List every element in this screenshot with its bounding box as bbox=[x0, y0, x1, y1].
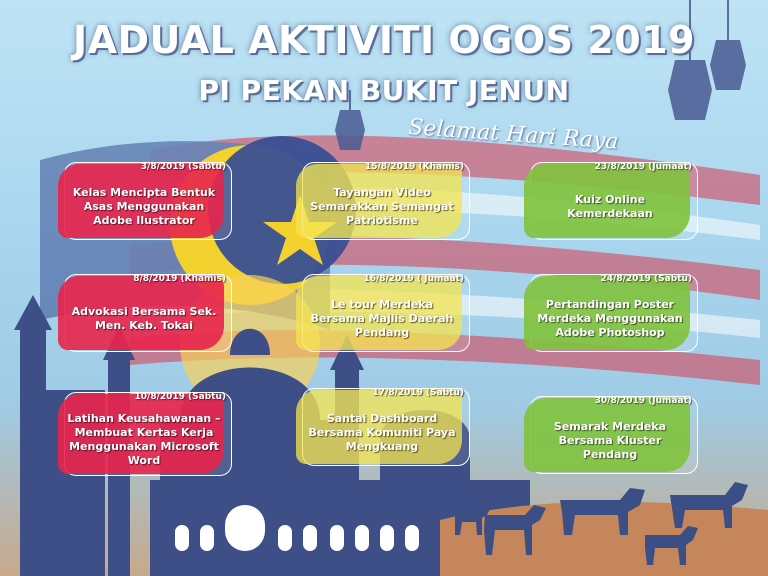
activity-title: Semarak Merdeka Bersama Kluster Pendang bbox=[553, 419, 667, 461]
activity-date: 24/8/2019 (Sabtu) bbox=[600, 274, 692, 284]
activity-date: 30/8/2019 (Jumaat) bbox=[594, 396, 692, 406]
activity-card bbox=[296, 384, 468, 466]
activity-card bbox=[524, 392, 696, 474]
activity-card bbox=[58, 388, 230, 476]
activity-title: Le tour Merdeka Bersama Majlis Daerah Pendang bbox=[310, 297, 454, 339]
activity-card bbox=[296, 270, 468, 352]
activity-title: Santai Dashboard Bersama Komuniti Paya Mengkuang bbox=[308, 411, 456, 453]
activity-date: 23/8/2019 (Jumaat) bbox=[594, 162, 692, 172]
activity-date: 17/8/2019 (Sabtu) bbox=[372, 388, 464, 398]
activity-card bbox=[296, 158, 468, 240]
activity-card bbox=[58, 270, 230, 352]
activity-title: Latihan Keusahawanan – Membuat Kertas Kerja Menggunakan Microsoft Word bbox=[67, 411, 221, 467]
page-title: JADUAL AKTIVITI OGOS 2019 bbox=[72, 18, 696, 62]
page-subtitle: PI PEKAN BUKIT JENUN bbox=[198, 74, 570, 107]
activity-title: Pertandingan Poster Merdeka Menggunakan Adobe Photoshop bbox=[537, 297, 683, 339]
activity-card bbox=[58, 158, 230, 240]
activity-date: 15/8/2019 (Khamis) bbox=[364, 162, 464, 172]
activity-date: 8/8/2019 (Khamis) bbox=[133, 274, 226, 284]
activity-card bbox=[524, 158, 696, 240]
activity-card bbox=[524, 270, 696, 352]
activity-title: Kelas Mencipta Bentuk Asas Menggunakan Adobe Ilustrator bbox=[72, 185, 216, 227]
activity-date: 10/8/2019 (Sabtu) bbox=[134, 392, 226, 402]
activity-title: Tayangan Video Semarakkan Semangat Patriotisme bbox=[310, 185, 454, 227]
activity-date: 16/8/2019 ( Jumaat) bbox=[363, 274, 464, 284]
activity-date: 3/8/2019 (Sabtu) bbox=[140, 162, 226, 172]
activity-title: Advokasi Bersama Sek. Men. Keb. Tokai bbox=[71, 304, 217, 332]
greeting-text: Selamat Hari Raya bbox=[407, 114, 620, 155]
activity-title: Kuiz Online Kemerdekaan bbox=[567, 192, 653, 220]
